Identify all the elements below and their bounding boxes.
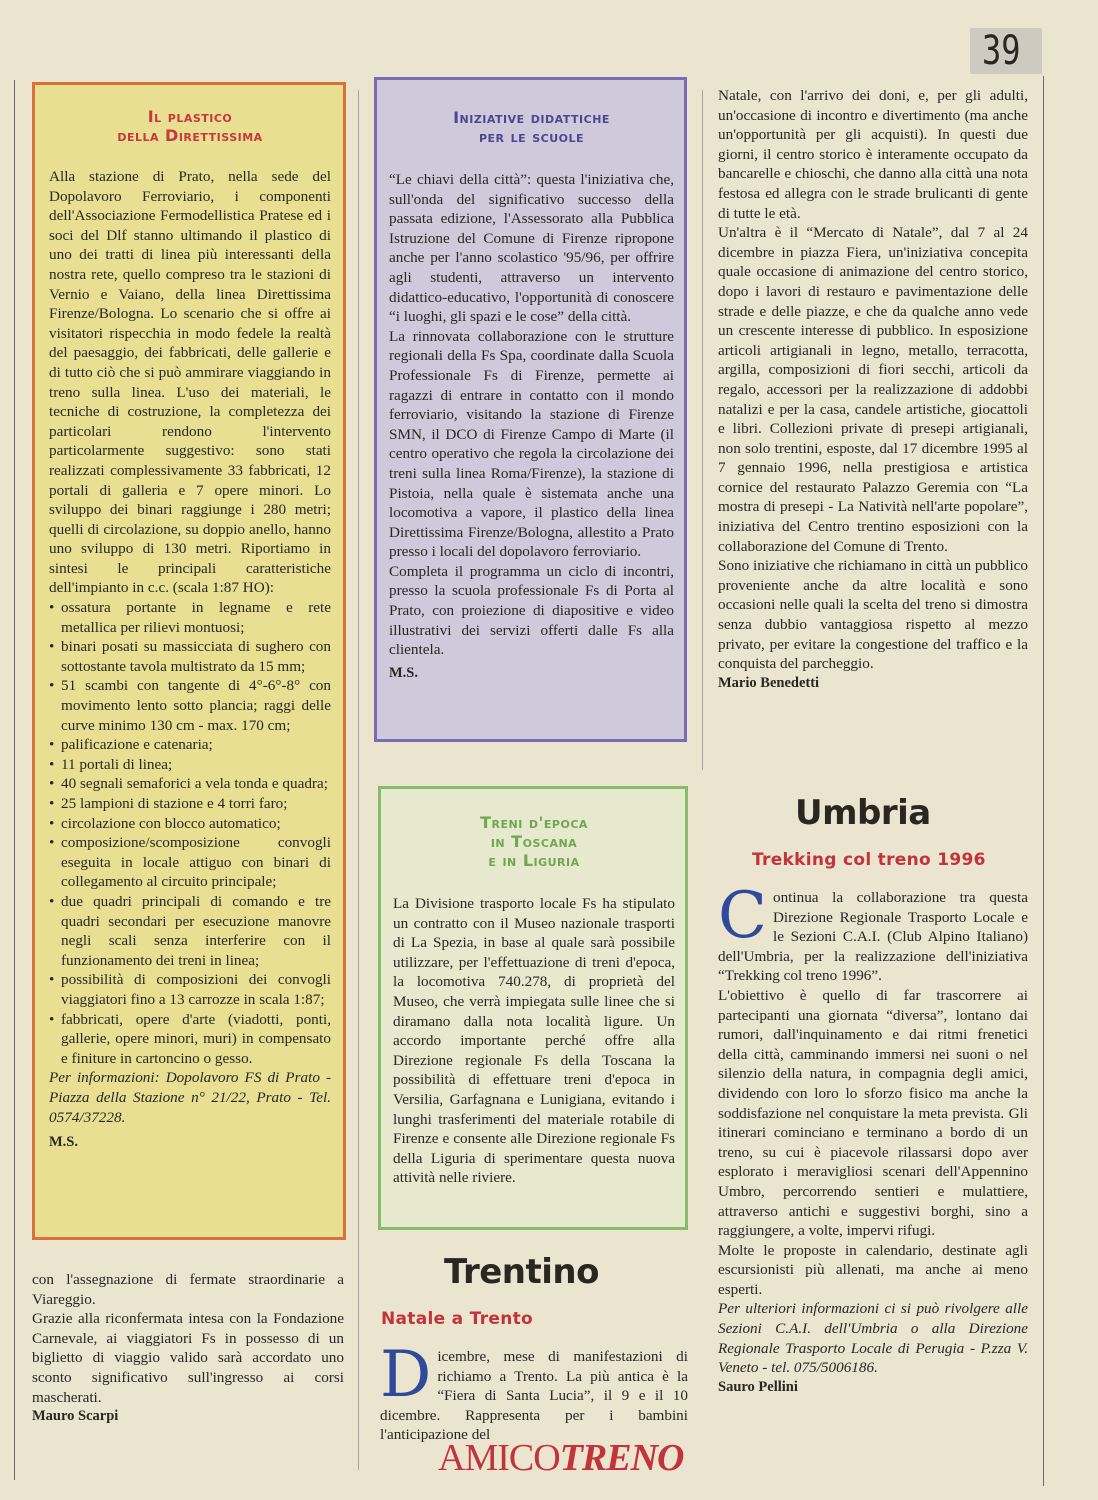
carnevale-text-2: Grazie alla riconfermata intesa con la Fondazione Carnevale, ai viaggiatori Fs in possesso di un biglietto di viaggio valido sarà accordato uno sconto significativo sull'ingresso ai corsi mascherati. — [32, 1310, 344, 1406]
trentino-heading: Trentino — [444, 1252, 599, 1292]
trentino-cont-3: Sono iniziative che richiamano in città un pubblico proveniente anche da altre località e sono occasioni nelle quali la scelta del treno si dimostra senza dubbio vantaggiosa rispetto al mezzo privato, per evitare la congestione del traffico e la conquista del parcheggio. — [718, 557, 1028, 673]
trentino-cont-2: Un'altra è il “Mercato di Natale”, dal 7 al 24 dicembre in piazza Fiera, un'iniziativa concepita quale occasione di animazione del centro storico, dopo i lavori di restauro e pavimentazione delle strade e delle piazze, e che da qualche anno vede un crescente interesse di pubblico. In esposizione articoli artigianali in legno, metallo, terracotta, argilla, composizioni di fiori secchi, articoli da regalo, accessori per la realizzazione di addobbi natalizi e per la casa, candele artistiche, giocattoli e libri. Collezioni private di presepi artigianali, non solo trentini, esposte, dal 17 dicembre 1995 al 7 gennaio 1996, nella prestigiosa e artistica cornice del restaurato Palazzo Geremia con “La mostra di presepi - La Natività nell'arte popolare”, iniziativa del Centro trentino esposizioni con la collaborazione del Comune di Trento. — [718, 224, 1028, 555]
plastico-bullet-item: • circolazione con blocco automatico; — [49, 814, 331, 834]
plastico-bullet-item: • palificazione e catenaria; — [49, 735, 331, 755]
column-rule-mid — [358, 90, 359, 1470]
plastico-bullet-item: • binari posati su massicciata di sughero con sottostante tavola multistrato da 15 mm; — [49, 637, 331, 676]
iniziative-title — [389, 108, 674, 146]
umbria-dropcap: C — [718, 879, 767, 953]
plastico-title-line1: Il plastico — [147, 107, 233, 126]
column-rule-mid2 — [702, 90, 703, 770]
plastico-body — [49, 167, 331, 1153]
umbria-heading: Umbria — [795, 793, 931, 833]
iniziative-body — [389, 170, 674, 683]
plastico-bullet-list — [49, 598, 331, 1068]
trentino-kicker: Natale a Trento — [381, 1309, 534, 1329]
plastico-bullet-item: • 40 segnali semaforici a vela tonda e quadra; — [49, 774, 331, 794]
iniziative-title-line1: Iniziative didattiche — [453, 108, 610, 127]
epoca-title — [393, 813, 675, 870]
plastico-bullet-item: • due quadri principali di comando e tre quadri secondari per esecuzione manovre negli scali senza interferire con il funzionamento dei treni in linea; — [49, 892, 331, 970]
iniziative-paragraph-3: Completa il programma un ciclo di incontri, presso la scuola professionale Fs di Porta al Prato, con proiezione di diapositive e video illustrativi dei servizi offerti dalle Fs alla clientela. — [389, 562, 674, 659]
trentino-dropcap: D — [380, 1338, 432, 1412]
epoca-body — [393, 894, 675, 1188]
plastico-bullet-item: • composizione/scomposizione convogli eseguita in locale attiguo con binari di collegamento al circuito principale; — [49, 833, 331, 892]
plastico-title — [49, 107, 331, 145]
iniziative-box — [374, 77, 687, 742]
plastico-bullet-item: • ossatura portante in legname e rete metallica per rilievi montuosi; — [49, 598, 331, 637]
iniziative-paragraph-1: “Le chiavi della città”: questa l'iniziativa che, sull'onda del significativo successo della passata edizione, l'Assessorato alla Pubblica Istruzione del Comune di Firenze ripropone anche per l'anno scolastico '95/96, per offrire agli studenti, attraverso un intervento didattico-educativo, l'opportunità di conoscere “i luoghi, gli spazi e le cose” della città. — [389, 171, 674, 326]
iniziative-signature: M.S. — [389, 664, 418, 681]
umbria-paragraph-3: Molte le proposte in calendario, destinate agli escursionisti più allenati, ma anche ai meno esperti. — [718, 1241, 1028, 1298]
umbria-body — [718, 879, 1028, 1397]
plastico-info: Per informazioni: Dopolavoro FS di Prato - Piazza della Stazione n° 21/22, Prato - Tel. 0574/37228. — [49, 1069, 331, 1126]
plastico-bullet-item: • possibilità di composizioni dei convogli viaggiatori fino a 13 carrozze in scala 1:87; — [49, 970, 331, 1009]
plastico-bullet-item: • 11 portali di linea; — [49, 755, 331, 775]
trentino-signature: Mario Benedetti — [718, 674, 820, 691]
masthead-part1: AMICO — [438, 1437, 560, 1479]
plastico-signature: M.S. — [49, 1134, 78, 1151]
trentino-intro — [380, 1338, 688, 1445]
page-number-text: 39 — [982, 28, 1021, 74]
column-rule-right — [1043, 76, 1044, 1486]
plastico-box — [32, 82, 346, 1240]
epoca-box — [378, 786, 688, 1230]
plastico-bullet-item: • fabbricati, opere d'arte (viadotti, ponti, gallerie, opere minori, muri) in compensato e finiture in cartoncino o gesso. — [49, 1010, 331, 1069]
umbria-intro-text: ontinua la collaborazione tra questa Direzione Regionale Trasporto Locale e le Sezioni C.A.I. (Club Alpino Italiano) dell'Umbria, per la realizzazione dell'iniziativa “Trekking col treno 1996”. — [718, 889, 1028, 985]
trentino-cont-1: Natale, con l'arrivo dei doni, e, per gli adulti, un'occasione di incontro e divertimento (ma anche un'opportunità per gli acquisti). In questi due giorni, il centro storico è interamente occupato da bancarelle e chioschi, che danno alla città una nota festosa ed allegra con le strade brulicanti di gente di tutte le età. — [718, 87, 1028, 222]
epoca-title-line1: Treni d'epoca — [480, 813, 588, 832]
trentino-intro-text: icembre, mese di manifestazioni di richiamo a Trento. La più antica è la “Fiera di Santa Lucia”, il 9 e il 10 dicembre. Rappresenta per i bambini l'anticipazione del — [380, 1348, 688, 1444]
iniziative-paragraph-2: La rinnovata collaborazione con le strutture regionali della Fs Spa, coordinate dalla Scuola Professionale Fs di Firenze, permette ai ragazzi di entrare in contatto con il mondo ferroviario, visitando la stazione di Firenze SMN, il DCO di Firenze Campo di Marte (il centro operativo che regola la circolazione dei treni sulla linea Roma/Firenze), la stazione di Pistoia, nella quale è sistemata anche una locomotiva a vapore, il plastico della linea Direttissima Firenze/Bologna, allestito a Prato presso i locali del dopolavoro ferroviario. — [389, 327, 674, 561]
umbria-signature: Sauro Pellini — [718, 1378, 798, 1395]
masthead-part2: TRENO — [559, 1437, 684, 1479]
carnevale-text-1: con l'assegnazione di fermate straordinarie a Viareggio. — [32, 1271, 344, 1308]
carnevale-signature: Mauro Scarpi — [32, 1408, 119, 1425]
umbria-info: Per ulteriori informazioni ci si può rivolgere alle Sezioni C.A.I. dell'Umbria o alla Direzione Regionale Trasporto Locale di Perugia - P.zza V. Veneto - tel. 075/5006186. — [718, 1300, 1028, 1377]
plastico-bullet-item: • 25 lampioni di stazione e 4 torri faro; — [49, 794, 331, 814]
plastico-title-line2: della Direttissima — [117, 126, 263, 145]
epoca-paragraph: La Divisione trasporto locale Fs ha stipulato un contratto con il Museo nazionale trasporti di La Spezia, in base al quale sarà possibile utilizzare, per l'effettuazione di treni d'epoca, la locomotiva 740.278, di proprietà del Museo, che verrà impiegata sulle linee che si diramano dalla nota località ligure. Un accordo importante perché offre alla Direzione regionale Fs della Toscana la possibilità di effettuare treni d'epoca in Versilia, Garfagnana e Lunigiana, evitando i lunghi trasferimenti del materiale rotabile di Firenze e consente alle Direzione regionale Fs della Liguria di sperimentare questa nuova attività nelle riviere. — [393, 895, 675, 1187]
epoca-title-line3: e in Liguria — [488, 851, 580, 870]
carnevale-text — [32, 1270, 344, 1427]
epoca-title-line2: in Toscana — [490, 832, 578, 851]
trentino-continued — [718, 86, 1028, 693]
masthead-logo — [438, 1436, 683, 1480]
page-number — [970, 28, 1042, 74]
umbria-kicker: Trekking col treno 1996 — [752, 850, 986, 870]
iniziative-title-line2: per le scuole — [478, 127, 584, 146]
plastico-paragraph: Alla stazione di Prato, nella sede del Dopolavoro Ferroviario, i componenti dell'Associazione Fermodellistica Pratese ed i soci del Dlf stanno ultimando il plastico di uno dei tratti di linea più interessanti della nostra rete, quello compreso tra le stazioni di Vernio e Vaiano, della linea Direttissima Firenze/Bologna. Lo scenario che si offre ai visitatori rispecchia in modo fedele la realtà del paesaggio, dei fabbricati, delle gallerie e di tutto ciò che si può ammirare viaggiando in treno sulla linea. L'uso dei materiali, le tecniche di costruzione, la completezza dei particolari rendono l'intervento particolarmente suggestivo: sono stati realizzati complessivamente 33 fabbricati, 12 portali di galleria e 7 opere minori. Lo sviluppo dei binari raggiunge i 280 metri; quelli di circolazione, su doppio anello, hanno uno sviluppo di 130 metri. Riportiamo in sintesi le principali caratteristiche dell'impianto in c.c. (scala 1:87 HO): — [49, 168, 331, 597]
column-rule-left — [14, 80, 15, 1480]
umbria-paragraph-2: L'obiettivo è quello di far trascorrere ai partecipanti una giornata “diversa”, lontano dai rumori, dall'inquinamento e dai ritmi frenetici della città, camminando immersi nei suoni o nel silenzio della natura, in compagnia degli amici, dividendo con loro lo sforzo fisico ma anche la soddisfazione nel conquistare la meta prevista. Gli itinerari cominciano e terminano a bordo di un treno, su cui è piacevole rilassarsi dopo aver esplorato i meravigliosi scenari dell'Appennino Umbro, percorrendo sentieri e mulattiere, attraverso antichi e suggestivi borghi, sino a raggiungere, a volte, impervi rifugi. — [718, 986, 1028, 1240]
plastico-bullet-item: • 51 scambi con tangente di 4°-6°-8° con movimento lento sotto plancia; raggi delle curve minimo 130 cm - max. 170 cm; — [49, 676, 331, 735]
